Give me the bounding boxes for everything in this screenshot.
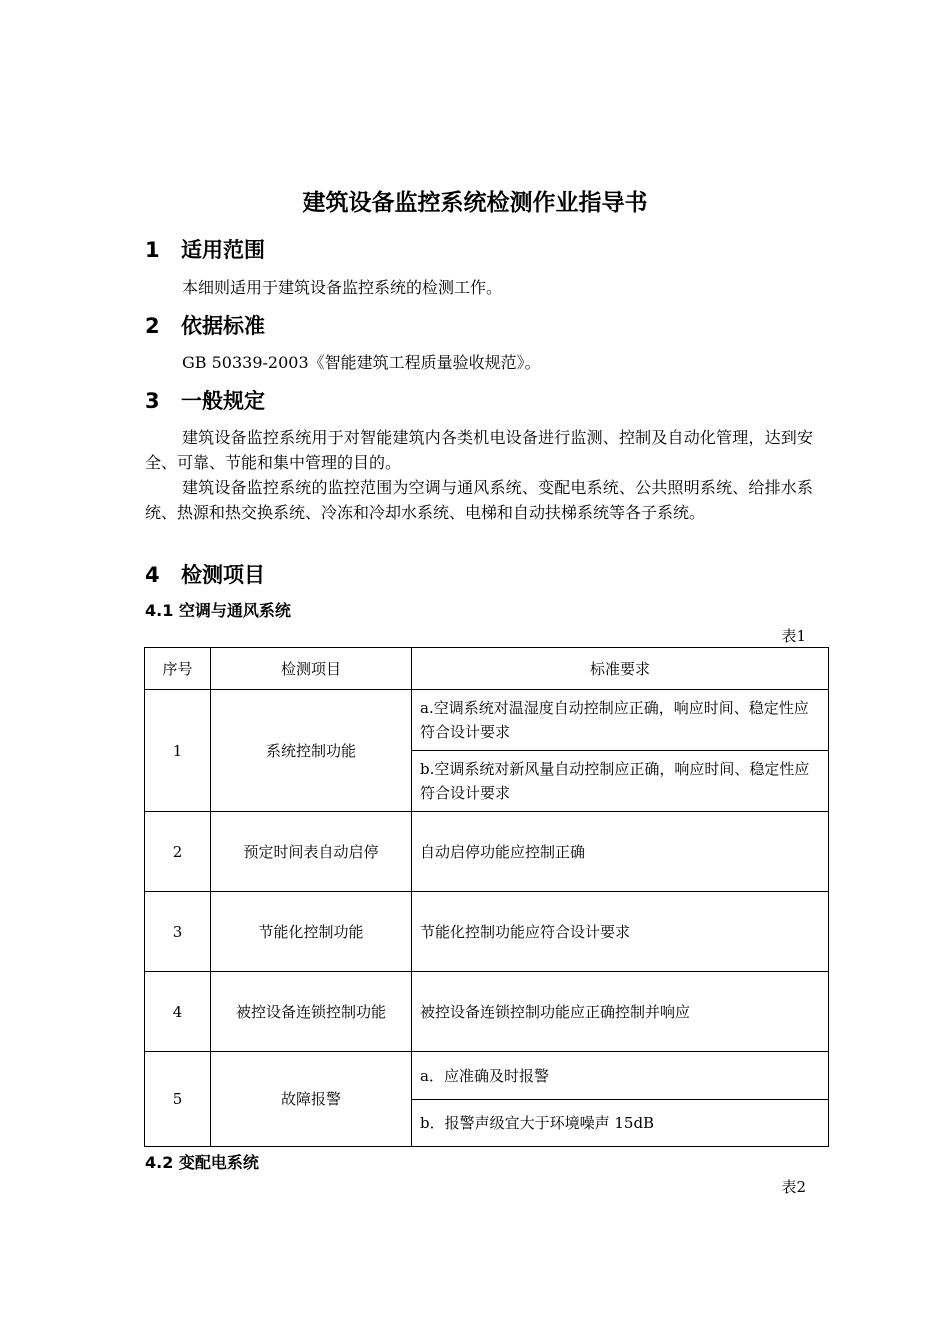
section-title: 一般规定	[181, 389, 265, 413]
table-row	[145, 812, 829, 892]
section-heading-3	[145, 387, 265, 415]
table-caption-2: 表2	[781, 1178, 806, 1196]
row-requirement: b.空调系统对新风量自动控制应正确，响应时间、稳定性应符合设计要求	[412, 751, 829, 812]
section-number: 1	[145, 238, 160, 262]
section-title: 适用范围	[181, 238, 265, 262]
section-title: 检测项目	[181, 563, 265, 587]
row-requirement: a．应准确及时报警	[412, 1052, 829, 1100]
row-requirement: 节能化控制功能应符合设计要求	[412, 892, 829, 972]
table-row	[145, 972, 829, 1052]
row-number: 3	[145, 892, 211, 972]
row-requirement: a.空调系统对温湿度自动控制应正确，响应时间、稳定性应符合设计要求	[412, 690, 829, 751]
row-requirement: 自动启停功能应控制正确	[412, 812, 829, 892]
row-number: 5	[145, 1052, 211, 1147]
header-cell: 检测项目	[211, 648, 412, 690]
section-heading-4	[145, 561, 265, 589]
row-item: 故障报警	[211, 1052, 412, 1147]
row-requirement: 被控设备连锁控制功能应正确控制并响应	[412, 972, 829, 1052]
section-heading-2	[145, 312, 265, 340]
section-number: 4	[145, 563, 160, 587]
section-3-paragraph-2: 建筑设备监控系统的监控范围为空调与通风系统、变配电系统、公共照明系统、给排水系统、热源和热交换系统、冷冻和冷却水系统、电梯和自动扶梯系统等各子系统。	[145, 478, 813, 522]
subsection-title-4-2: 4.2 变配电系统	[145, 1153, 259, 1172]
row-requirement: b．报警声级宜大于环境噪声 15dB	[412, 1100, 829, 1147]
table-row	[145, 1052, 829, 1100]
row-item: 系统控制功能	[211, 690, 412, 812]
table-row	[145, 892, 829, 972]
section-heading-1	[145, 236, 265, 264]
row-number: 4	[145, 972, 211, 1052]
row-item: 节能化控制功能	[211, 892, 412, 972]
table-header-row	[145, 648, 829, 690]
table-row	[145, 690, 829, 751]
section-1-paragraph: 本细则适用于建筑设备监控系统的检测工作。	[182, 278, 503, 297]
document-title: 建筑设备监控系统检测作业指导书	[302, 190, 648, 216]
section-2-paragraph: GB 50339-2003《智能建筑工程质量验收规范》。	[182, 353, 541, 372]
section-title: 依据标准	[181, 314, 265, 338]
row-item: 被控设备连锁控制功能	[211, 972, 412, 1052]
row-item: 预定时间表自动启停	[211, 812, 412, 892]
table-caption-1: 表1	[781, 627, 806, 645]
row-number: 1	[145, 690, 211, 812]
section-number: 3	[145, 389, 160, 413]
subsection-title-4-1: 4.1 空调与通风系统	[145, 601, 291, 620]
row-number: 2	[145, 812, 211, 892]
section-3-paragraph-1: 建筑设备监控系统用于对智能建筑内各类机电设备进行监测、控制及自动化管理，达到安全、可靠、节能和集中管理的目的。	[145, 428, 813, 472]
header-cell: 标准要求	[412, 648, 829, 690]
spec-table-1	[144, 647, 829, 1147]
section-number: 2	[145, 314, 160, 338]
header-cell: 序号	[145, 648, 211, 690]
